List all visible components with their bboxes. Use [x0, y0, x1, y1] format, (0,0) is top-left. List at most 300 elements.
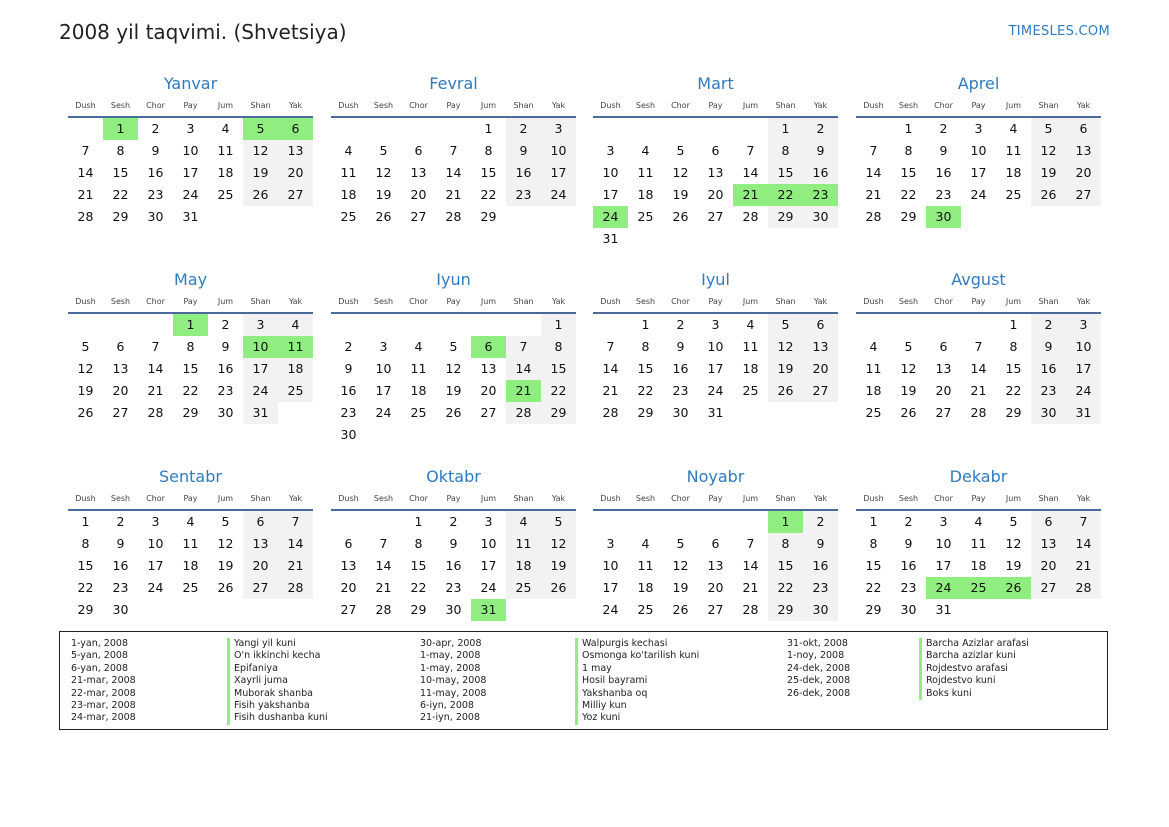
legend-holiday-name: 1 may — [575, 663, 699, 675]
day-cell: 25 — [865, 405, 882, 420]
day-cell: 30 — [803, 206, 838, 228]
day-cell: 11 — [865, 361, 882, 376]
day-cell: 4 — [1009, 121, 1018, 136]
holiday-day-cell: 11 — [278, 336, 313, 358]
legend-holiday-name: Barcha Azizlar arafasi — [919, 638, 1029, 650]
day-cell: 15 — [768, 162, 803, 184]
day-cell: 3 — [186, 121, 195, 136]
day-cell: 16 — [803, 555, 838, 577]
day-cell: 20 — [278, 162, 313, 184]
day-cell: 25 — [506, 577, 541, 599]
day-cell: 3 — [243, 314, 278, 336]
weekday-header — [331, 294, 576, 314]
weekday-label: Dush — [338, 494, 359, 503]
day-cell: 4 — [746, 317, 755, 332]
day-cell: 17 — [480, 558, 497, 573]
legend-holiday-name: Fisih yakshanba — [227, 700, 328, 712]
day-cell: 3 — [1066, 314, 1101, 336]
legend-date: 11-may, 2008 — [420, 687, 487, 699]
day-cell: 14 — [506, 358, 541, 380]
day-cell: 9 — [506, 140, 541, 162]
day-cell: 4 — [641, 143, 650, 158]
weekday-header — [331, 98, 576, 118]
weekday-label: Jum — [742, 297, 759, 306]
weekday-label: Shan — [250, 101, 271, 110]
day-cell: 25 — [340, 209, 357, 224]
day-cell: 20 — [707, 187, 724, 202]
day-cell: 23 — [900, 580, 917, 595]
legend-date: 6-yan, 2008 — [71, 662, 128, 674]
legend-date: 10-may, 2008 — [420, 675, 487, 687]
day-cell: 28 — [742, 602, 759, 617]
legend-date: 21-iyn, 2008 — [420, 712, 481, 724]
holiday-day-cell: 26 — [996, 577, 1031, 599]
day-cell: 26 — [900, 405, 917, 420]
day-cell: 16 — [217, 361, 234, 376]
day-cell: 30 — [112, 602, 129, 617]
day-grid — [593, 118, 838, 250]
page-title: 2008 yil taqvimi. (Shvetsiya) — [59, 20, 347, 44]
day-cell: 17 — [935, 558, 952, 573]
day-cell: 10 — [1066, 336, 1101, 358]
day-cell: 6 — [803, 314, 838, 336]
month-name: Yanvar — [163, 74, 218, 93]
day-cell: 27 — [803, 380, 838, 402]
day-cell: 10 — [375, 361, 392, 376]
day-cell: 3 — [939, 514, 948, 529]
empty-cell — [733, 511, 768, 533]
day-cell: 29 — [77, 602, 94, 617]
day-cell: 26 — [77, 405, 94, 420]
legend-date: 30-apr, 2008 — [420, 638, 482, 649]
day-cell: 8 — [541, 336, 576, 358]
day-cell: 10 — [602, 558, 619, 573]
legend-name-column — [575, 638, 699, 725]
day-cell: 15 — [480, 165, 497, 180]
day-cell: 13 — [340, 558, 357, 573]
day-cell: 6 — [711, 536, 720, 551]
day-cell: 16 — [900, 558, 917, 573]
day-cell: 21 — [865, 187, 882, 202]
day-cell: 18 — [637, 187, 654, 202]
day-cell: 1 — [414, 514, 423, 529]
empty-cell — [593, 314, 628, 336]
weekday-label: Chor — [934, 101, 953, 110]
day-cell: 1 — [768, 118, 803, 140]
weekday-label: Dush — [338, 297, 359, 306]
month-sentabr — [68, 463, 313, 621]
day-cell: 5 — [379, 143, 388, 158]
day-cell: 8 — [641, 339, 650, 354]
empty-cell — [471, 314, 506, 336]
empty-cell — [506, 314, 541, 336]
day-cell: 2 — [344, 339, 353, 354]
empty-cell — [856, 118, 891, 140]
day-cell: 17 — [707, 361, 724, 376]
legend-name-column — [919, 638, 1029, 700]
day-cell: 24 — [480, 580, 497, 595]
weekday-label: Shan — [513, 101, 534, 110]
month-avgust — [856, 266, 1101, 424]
weekday-label: Chor — [671, 101, 690, 110]
day-cell: 29 — [112, 209, 129, 224]
legend-date: 1-noy, 2008 — [787, 650, 845, 662]
day-cell: 17 — [541, 162, 576, 184]
day-cell: 11 — [506, 533, 541, 555]
day-cell: 10 — [147, 536, 164, 551]
day-cell: 1 — [641, 317, 650, 332]
month-fevral — [331, 70, 576, 228]
day-cell: 30 — [147, 209, 164, 224]
weekday-label: Shan — [1038, 297, 1059, 306]
day-cell: 18 — [182, 558, 199, 573]
weekday-label: Chor — [671, 297, 690, 306]
day-cell: 20 — [410, 187, 427, 202]
day-cell: 8 — [768, 140, 803, 162]
day-cell: 20 — [1031, 555, 1066, 577]
month-name: Iyul — [701, 270, 730, 289]
holiday-day-cell: 1 — [103, 118, 138, 140]
day-cell: 3 — [484, 514, 493, 529]
day-cell: 14 — [1066, 533, 1101, 555]
day-cell: 28 — [147, 405, 164, 420]
day-cell: 18 — [742, 361, 759, 376]
day-cell: 1 — [904, 121, 913, 136]
weekday-label: Pay — [971, 494, 986, 503]
empty-cell — [436, 118, 471, 140]
day-cell: 14 — [77, 165, 94, 180]
holiday-day-cell: 21 — [506, 380, 541, 402]
day-cell: 29 — [480, 209, 497, 224]
month-iyun — [331, 266, 576, 446]
weekday-header — [593, 491, 838, 511]
weekday-label: Chor — [409, 101, 428, 110]
day-cell: 31 — [935, 602, 952, 617]
day-cell: 31 — [602, 231, 619, 246]
day-cell: 4 — [344, 143, 353, 158]
day-grid — [856, 511, 1101, 621]
day-cell: 16 — [935, 165, 952, 180]
day-cell: 13 — [410, 165, 427, 180]
day-cell: 20 — [1066, 162, 1101, 184]
weekday-label: Shan — [1038, 494, 1059, 503]
day-cell: 19 — [77, 383, 94, 398]
day-cell: 28 — [445, 209, 462, 224]
day-cell: 7 — [506, 336, 541, 358]
day-cell: 14 — [375, 558, 392, 573]
day-cell: 23 — [112, 580, 129, 595]
day-cell: 5 — [904, 339, 913, 354]
day-cell: 12 — [672, 558, 689, 573]
weekday-header — [68, 98, 313, 118]
day-cell: 6 — [243, 511, 278, 533]
day-cell: 21 — [77, 187, 94, 202]
day-cell: 8 — [81, 536, 90, 551]
day-cell: 16 — [1031, 358, 1066, 380]
day-cell: 15 — [182, 361, 199, 376]
day-cell: 27 — [707, 602, 724, 617]
empty-cell — [663, 118, 698, 140]
day-cell: 12 — [77, 361, 94, 376]
weekday-label: Shan — [250, 494, 271, 503]
weekday-label: Sesh — [898, 297, 919, 306]
weekday-label: Jum — [217, 494, 234, 503]
day-cell: 17 — [602, 580, 619, 595]
day-cell: 2 — [221, 317, 230, 332]
day-cell: 22 — [865, 580, 882, 595]
day-cell: 24 — [1066, 380, 1101, 402]
day-cell: 4 — [641, 536, 650, 551]
day-cell: 11 — [340, 165, 357, 180]
day-cell: 5 — [541, 511, 576, 533]
empty-cell — [436, 314, 471, 336]
day-cell: 27 — [707, 209, 724, 224]
day-cell: 5 — [768, 314, 803, 336]
empty-cell — [138, 314, 173, 336]
month-may — [68, 266, 313, 424]
day-cell: 22 — [900, 187, 917, 202]
day-cell: 12 — [445, 361, 462, 376]
month-dekabr — [856, 463, 1101, 621]
legend-holiday-name: Epifaniya — [227, 663, 328, 675]
day-cell: 15 — [112, 165, 129, 180]
day-cell: 9 — [151, 143, 160, 158]
weekday-label: Chor — [146, 101, 165, 110]
day-cell: 3 — [974, 121, 983, 136]
day-cell: 28 — [77, 209, 94, 224]
weekday-label: Yak — [813, 101, 828, 110]
day-cell: 16 — [445, 558, 462, 573]
day-cell: 17 — [1066, 358, 1101, 380]
weekday-label: Shan — [775, 494, 796, 503]
day-cell: 3 — [606, 536, 615, 551]
day-cell: 19 — [445, 383, 462, 398]
day-cell: 21 — [970, 383, 987, 398]
weekday-label: Yak — [288, 494, 303, 503]
holiday-day-cell: 24 — [593, 206, 628, 228]
day-cell: 22 — [410, 580, 427, 595]
day-cell: 19 — [672, 187, 689, 202]
legend-holiday-name: Hosil bayrami — [575, 675, 699, 687]
day-cell: 20 — [803, 358, 838, 380]
empty-cell — [401, 118, 436, 140]
empty-cell — [366, 511, 401, 533]
day-cell: 16 — [340, 383, 357, 398]
day-cell: 3 — [151, 514, 160, 529]
weekday-label: Pay — [708, 101, 723, 110]
empty-cell — [331, 511, 366, 533]
day-cell: 7 — [869, 143, 878, 158]
day-cell: 16 — [803, 162, 838, 184]
day-cell: 7 — [449, 143, 458, 158]
day-cell: 4 — [278, 314, 313, 336]
weekday-header — [856, 294, 1101, 314]
day-cell: 12 — [900, 361, 917, 376]
legend-holiday-name: O'n ikkinchi kecha — [227, 650, 328, 662]
weekday-header — [68, 294, 313, 314]
day-cell: 30 — [672, 405, 689, 420]
day-cell: 24 — [707, 383, 724, 398]
day-cell: 26 — [672, 209, 689, 224]
day-cell: 12 — [243, 140, 278, 162]
legend-holiday-name: Muborak shanba — [227, 688, 328, 700]
day-cell: 7 — [151, 339, 160, 354]
day-cell: 22 — [182, 383, 199, 398]
day-cell: 31 — [182, 209, 199, 224]
day-cell: 10 — [602, 165, 619, 180]
day-grid — [68, 511, 313, 621]
weekday-label: Jum — [217, 101, 234, 110]
day-cell: 30 — [445, 602, 462, 617]
day-cell: 28 — [742, 209, 759, 224]
day-cell: 24 — [243, 380, 278, 402]
month-name: Aprel — [957, 74, 1000, 93]
day-cell: 13 — [707, 165, 724, 180]
day-cell: 3 — [711, 317, 720, 332]
empty-cell — [68, 314, 103, 336]
day-cell: 26 — [217, 580, 234, 595]
day-cell: 29 — [768, 599, 803, 621]
day-cell: 25 — [742, 383, 759, 398]
day-cell: 29 — [865, 602, 882, 617]
weekday-label: Sesh — [110, 297, 131, 306]
day-cell: 30 — [217, 405, 234, 420]
weekday-label: Chor — [409, 297, 428, 306]
day-cell: 12 — [768, 336, 803, 358]
weekday-label: Shan — [513, 297, 534, 306]
weekday-label: Sesh — [373, 494, 394, 503]
day-cell: 22 — [541, 380, 576, 402]
weekday-label: Pay — [971, 101, 986, 110]
day-cell: 8 — [904, 143, 913, 158]
day-cell: 29 — [637, 405, 654, 420]
weekday-label: Chor — [934, 494, 953, 503]
weekday-label: Pay — [446, 494, 461, 503]
day-cell: 5 — [676, 143, 685, 158]
day-cell: 18 — [410, 383, 427, 398]
day-cell: 21 — [278, 555, 313, 577]
day-grid — [856, 314, 1101, 424]
day-cell: 16 — [506, 162, 541, 184]
day-cell: 29 — [410, 602, 427, 617]
day-cell: 31 — [1066, 402, 1101, 424]
day-cell: 19 — [375, 187, 392, 202]
weekday-label: Yak — [551, 494, 566, 503]
day-cell: 7 — [379, 536, 388, 551]
day-cell: 2 — [151, 121, 160, 136]
day-cell: 20 — [340, 580, 357, 595]
legend-holiday-name: Xayrli juma — [227, 675, 328, 687]
day-cell: 6 — [116, 339, 125, 354]
weekday-header — [593, 98, 838, 118]
day-cell: 27 — [112, 405, 129, 420]
legend-date: 24-dek, 2008 — [787, 662, 851, 674]
legend-date-column — [787, 638, 850, 700]
day-cell: 18 — [506, 555, 541, 577]
day-cell: 8 — [484, 143, 493, 158]
day-cell: 19 — [1031, 162, 1066, 184]
month-name: Iyun — [436, 270, 471, 289]
day-cell: 7 — [1066, 511, 1101, 533]
month-name: Avgust — [951, 270, 1006, 289]
weekday-label: Pay — [708, 494, 723, 503]
day-cell: 26 — [243, 184, 278, 206]
day-cell: 16 — [672, 361, 689, 376]
brand-link[interactable]: TIMESLES.COM — [1008, 24, 1110, 39]
day-cell: 9 — [939, 143, 948, 158]
weekday-label: Yak — [813, 297, 828, 306]
day-grid — [593, 314, 838, 424]
day-cell: 9 — [221, 339, 230, 354]
legend-date: 23-mar, 2008 — [71, 699, 136, 711]
empty-cell — [68, 118, 103, 140]
day-cell: 19 — [243, 162, 278, 184]
day-cell: 23 — [506, 184, 541, 206]
weekday-label: Pay — [446, 101, 461, 110]
weekday-header — [331, 491, 576, 511]
day-grid — [331, 511, 576, 621]
weekday-label: Shan — [775, 297, 796, 306]
day-cell: 4 — [221, 121, 230, 136]
weekday-label: Yak — [813, 494, 828, 503]
day-cell: 15 — [77, 558, 94, 573]
day-cell: 19 — [768, 358, 803, 380]
empty-cell — [926, 314, 961, 336]
day-cell: 19 — [541, 555, 576, 577]
day-cell: 7 — [278, 511, 313, 533]
legend-name-column — [227, 638, 328, 725]
day-cell: 19 — [217, 558, 234, 573]
day-cell: 22 — [1005, 383, 1022, 398]
weekday-label: Jum — [1005, 494, 1022, 503]
empty-cell — [593, 118, 628, 140]
holiday-day-cell: 5 — [243, 118, 278, 140]
day-cell: 13 — [112, 361, 129, 376]
day-cell: 17 — [243, 358, 278, 380]
day-cell: 7 — [606, 339, 615, 354]
day-cell: 9 — [116, 536, 125, 551]
weekday-label: Sesh — [635, 101, 656, 110]
day-cell: 30 — [803, 599, 838, 621]
holiday-day-cell: 6 — [471, 336, 506, 358]
day-cell: 23 — [340, 405, 357, 420]
weekday-label: Jum — [1005, 101, 1022, 110]
day-cell: 19 — [672, 580, 689, 595]
legend-date: 1-may, 2008 — [420, 662, 481, 674]
day-cell: 21 — [445, 187, 462, 202]
day-cell: 14 — [602, 361, 619, 376]
day-cell: 8 — [414, 536, 423, 551]
month-yanvar — [68, 70, 313, 228]
day-cell: 13 — [480, 361, 497, 376]
day-cell: 8 — [186, 339, 195, 354]
holiday-day-cell: 23 — [803, 184, 838, 206]
empty-cell — [698, 511, 733, 533]
empty-cell — [366, 314, 401, 336]
day-cell: 8 — [1009, 339, 1018, 354]
weekday-label: Jum — [480, 494, 497, 503]
day-cell: 28 — [506, 402, 541, 424]
weekday-label: Jum — [217, 297, 234, 306]
weekday-label: Sesh — [898, 101, 919, 110]
day-cell: 4 — [186, 514, 195, 529]
holiday-day-cell: 6 — [278, 118, 313, 140]
weekday-label: Jum — [480, 101, 497, 110]
day-cell: 4 — [506, 511, 541, 533]
day-cell: 21 — [742, 580, 759, 595]
weekday-label: Dush — [863, 101, 884, 110]
legend-holiday-name: Yangi yil kuni — [227, 638, 328, 650]
